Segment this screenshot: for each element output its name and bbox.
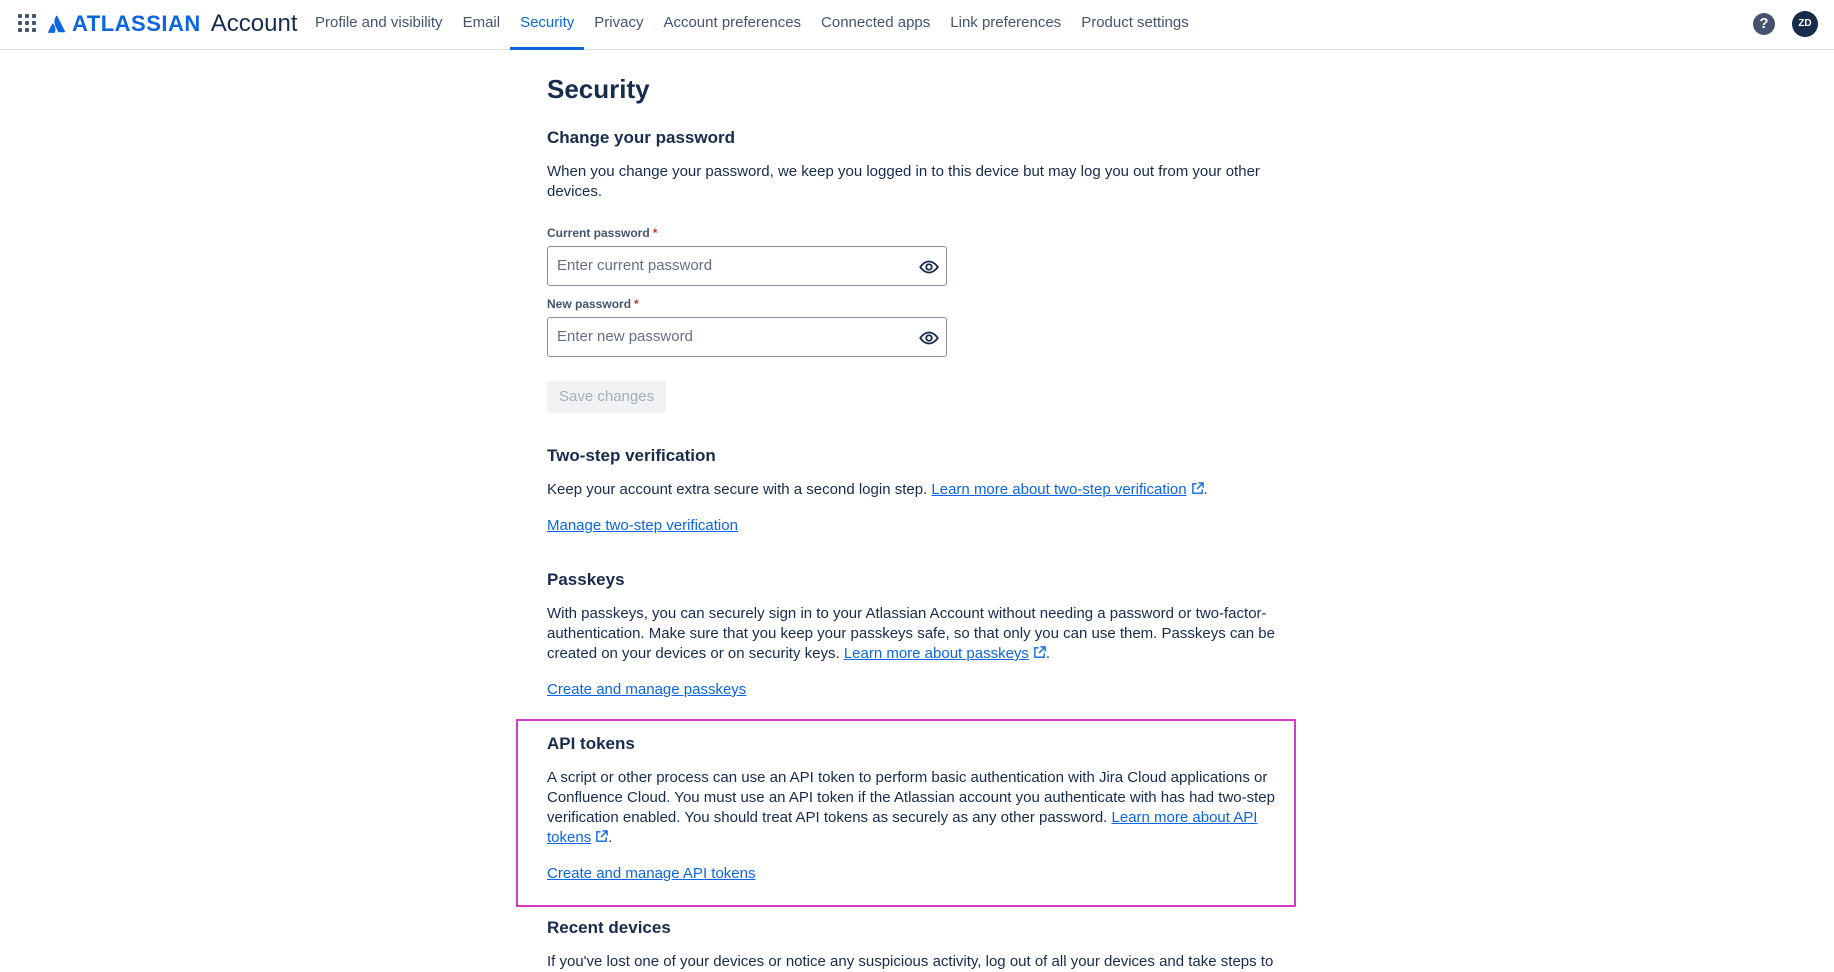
learn-two-step-link-text: Learn more about two-step verification xyxy=(931,481,1187,498)
new-password-label-text: New password xyxy=(547,297,632,311)
nav-tabs xyxy=(305,0,1199,50)
external-link-icon xyxy=(595,830,608,843)
avatar[interactable]: ZD xyxy=(1792,11,1818,37)
tab-product-settings[interactable]: Product settings xyxy=(1081,14,1189,31)
two-step-heading: Two-step verification xyxy=(547,446,716,465)
top-navigation xyxy=(0,0,1834,50)
learn-passkeys-link-text: Learn more about passkeys xyxy=(843,645,1029,662)
two-step-text: Keep your account extra secure with a second login step. xyxy=(547,481,928,498)
passkeys-manage-row xyxy=(547,680,1277,700)
passkeys-description xyxy=(547,604,1277,664)
two-step-manage-row xyxy=(547,516,1277,536)
password-description: When you change your password, we keep you logged in to this device but may log you out from your other devices. xyxy=(547,163,1260,200)
manage-two-step-link[interactable]: Manage two-step verification xyxy=(547,517,738,534)
new-password-field[interactable] xyxy=(547,317,947,357)
atlassian-logo-icon xyxy=(48,14,66,34)
tab-link-preferences[interactable]: Link preferences xyxy=(950,14,1062,31)
api-tokens-manage-row xyxy=(547,864,1277,884)
recent-devices-heading: Recent devices xyxy=(547,918,671,937)
manage-passkeys-link[interactable]: Create and manage passkeys xyxy=(547,681,747,698)
learn-two-step-link[interactable] xyxy=(931,481,1203,498)
learn-api-tokens-link-text: Learn more about API tokens xyxy=(547,809,1258,846)
external-link-icon xyxy=(1033,646,1046,659)
page-title: Security xyxy=(547,74,650,104)
eye-icon[interactable] xyxy=(918,327,940,349)
password-heading: Change your password xyxy=(547,128,735,147)
atlassian-logo[interactable] xyxy=(48,9,297,39)
passkeys-heading: Passkeys xyxy=(547,570,625,589)
current-password-label xyxy=(547,226,657,240)
current-password-input[interactable] xyxy=(555,256,899,275)
tab-privacy[interactable]: Privacy xyxy=(594,14,644,31)
new-password-label xyxy=(547,297,639,311)
two-step-description xyxy=(547,480,1277,500)
current-password-field[interactable] xyxy=(547,246,947,286)
api-tokens-description xyxy=(547,768,1277,848)
tab-account-preferences[interactable]: Account preferences xyxy=(663,14,802,31)
period: . xyxy=(1203,481,1208,498)
manage-api-tokens-link[interactable]: Create and manage API tokens xyxy=(547,865,756,882)
save-changes-button[interactable]: Save changes xyxy=(547,381,666,413)
learn-passkeys-link[interactable] xyxy=(844,645,1046,662)
app-switcher-icon[interactable] xyxy=(18,14,36,32)
required-mark: * xyxy=(652,226,658,240)
help-icon[interactable]: ? xyxy=(1753,13,1775,35)
brand-name: ATLASSIAN xyxy=(72,11,201,36)
passkeys-text: With passkeys, you can securely sign in to your Atlassian Account without needing a password or two-factor-authentication. Make sure that you keep your passkeys safe, so that only you can use them. Passkeys can be created on your devices or on security keys. xyxy=(547,605,1275,662)
tab-email[interactable]: Email xyxy=(462,14,501,31)
api-tokens-text: A script or other process can use an API token to perform basic authentication with Jira Cloud applications or Confluence Cloud. You must use an API token if the Atlassian account you authenticate with has had two-step verification enabled. You should treat API tokens as securely as any other password. xyxy=(547,769,1275,826)
product-name: Account xyxy=(210,10,298,37)
current-password-label-text: Current password xyxy=(547,226,650,240)
tab-profile-and-visibility[interactable]: Profile and visibility xyxy=(315,14,443,31)
eye-icon[interactable] xyxy=(918,256,940,278)
period: . xyxy=(1045,645,1051,662)
api-tokens-heading: API tokens xyxy=(547,734,635,753)
tab-connected-apps[interactable]: Connected apps xyxy=(821,14,931,31)
tab-security[interactable]: Security xyxy=(510,0,584,50)
period: . xyxy=(608,829,613,846)
recent-devices-description: If you've lost one of your devices or notice any suspicious activity, log out of all your devices and take steps to xyxy=(547,953,1274,970)
required-mark: * xyxy=(634,297,639,311)
new-password-input[interactable] xyxy=(555,327,899,346)
external-link-icon xyxy=(1191,482,1204,495)
